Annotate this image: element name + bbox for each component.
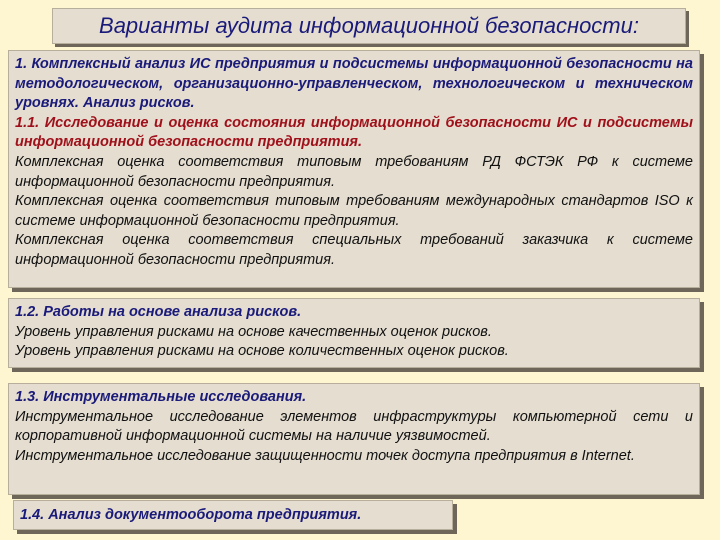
section2-heading: 1.2. Работы на основе анализа рисков. <box>15 304 302 320</box>
section-instrumental-research <box>8 383 700 495</box>
section1-subheading: 1.1. Исследование и оценка состояния информационной безопасности ИС и подсистемы информационной безопасности предприятия. <box>15 114 693 151</box>
section2-item: Уровень управления рисками на основе количественных оценок рисков. <box>15 343 509 360</box>
section3-item: Инструментальное исследование элементов инфраструктуры компьютерной сети и корпоративной информационной системы на наличие уязвимостей. <box>15 408 693 445</box>
section-document-flow <box>13 500 453 530</box>
section2-item: Уровень управления рисками на основе качественных оценок рисков. <box>15 323 492 340</box>
section1-item: Комплексная оценка соответствия типовым требованиям РД ФСТЭК РФ к системе информационной безопасности предприятия. <box>15 153 693 190</box>
section-risk-analysis <box>8 298 700 368</box>
section1-item: Комплексная оценка соответствия типовым требованиям международных стандартов ISO к системе информационной безопасности предприятия. <box>15 193 693 229</box>
section-comprehensive-analysis <box>8 50 700 288</box>
section1-item: Комплексная оценка соответствия специальных требований заказчика к системе информационной безопасности предприятия. <box>15 232 693 268</box>
slide-title: Варианты аудита информационной безопасности: <box>52 8 686 44</box>
section3-heading: 1.3. Инструментальные исследования. <box>15 389 307 405</box>
section1-heading: 1. Комплексный анализ ИС предприятия и подсистемы информационной безопасности на методологическом, организационно-управленческом, технологическом и техническом уровнях. Анализ рисков. <box>15 56 693 112</box>
section3-item: Инструментальное исследование защищенности точек доступа предприятия в Internet. <box>15 447 635 464</box>
section4-heading: 1.4. Анализ документооборота предприятия. <box>20 507 362 523</box>
